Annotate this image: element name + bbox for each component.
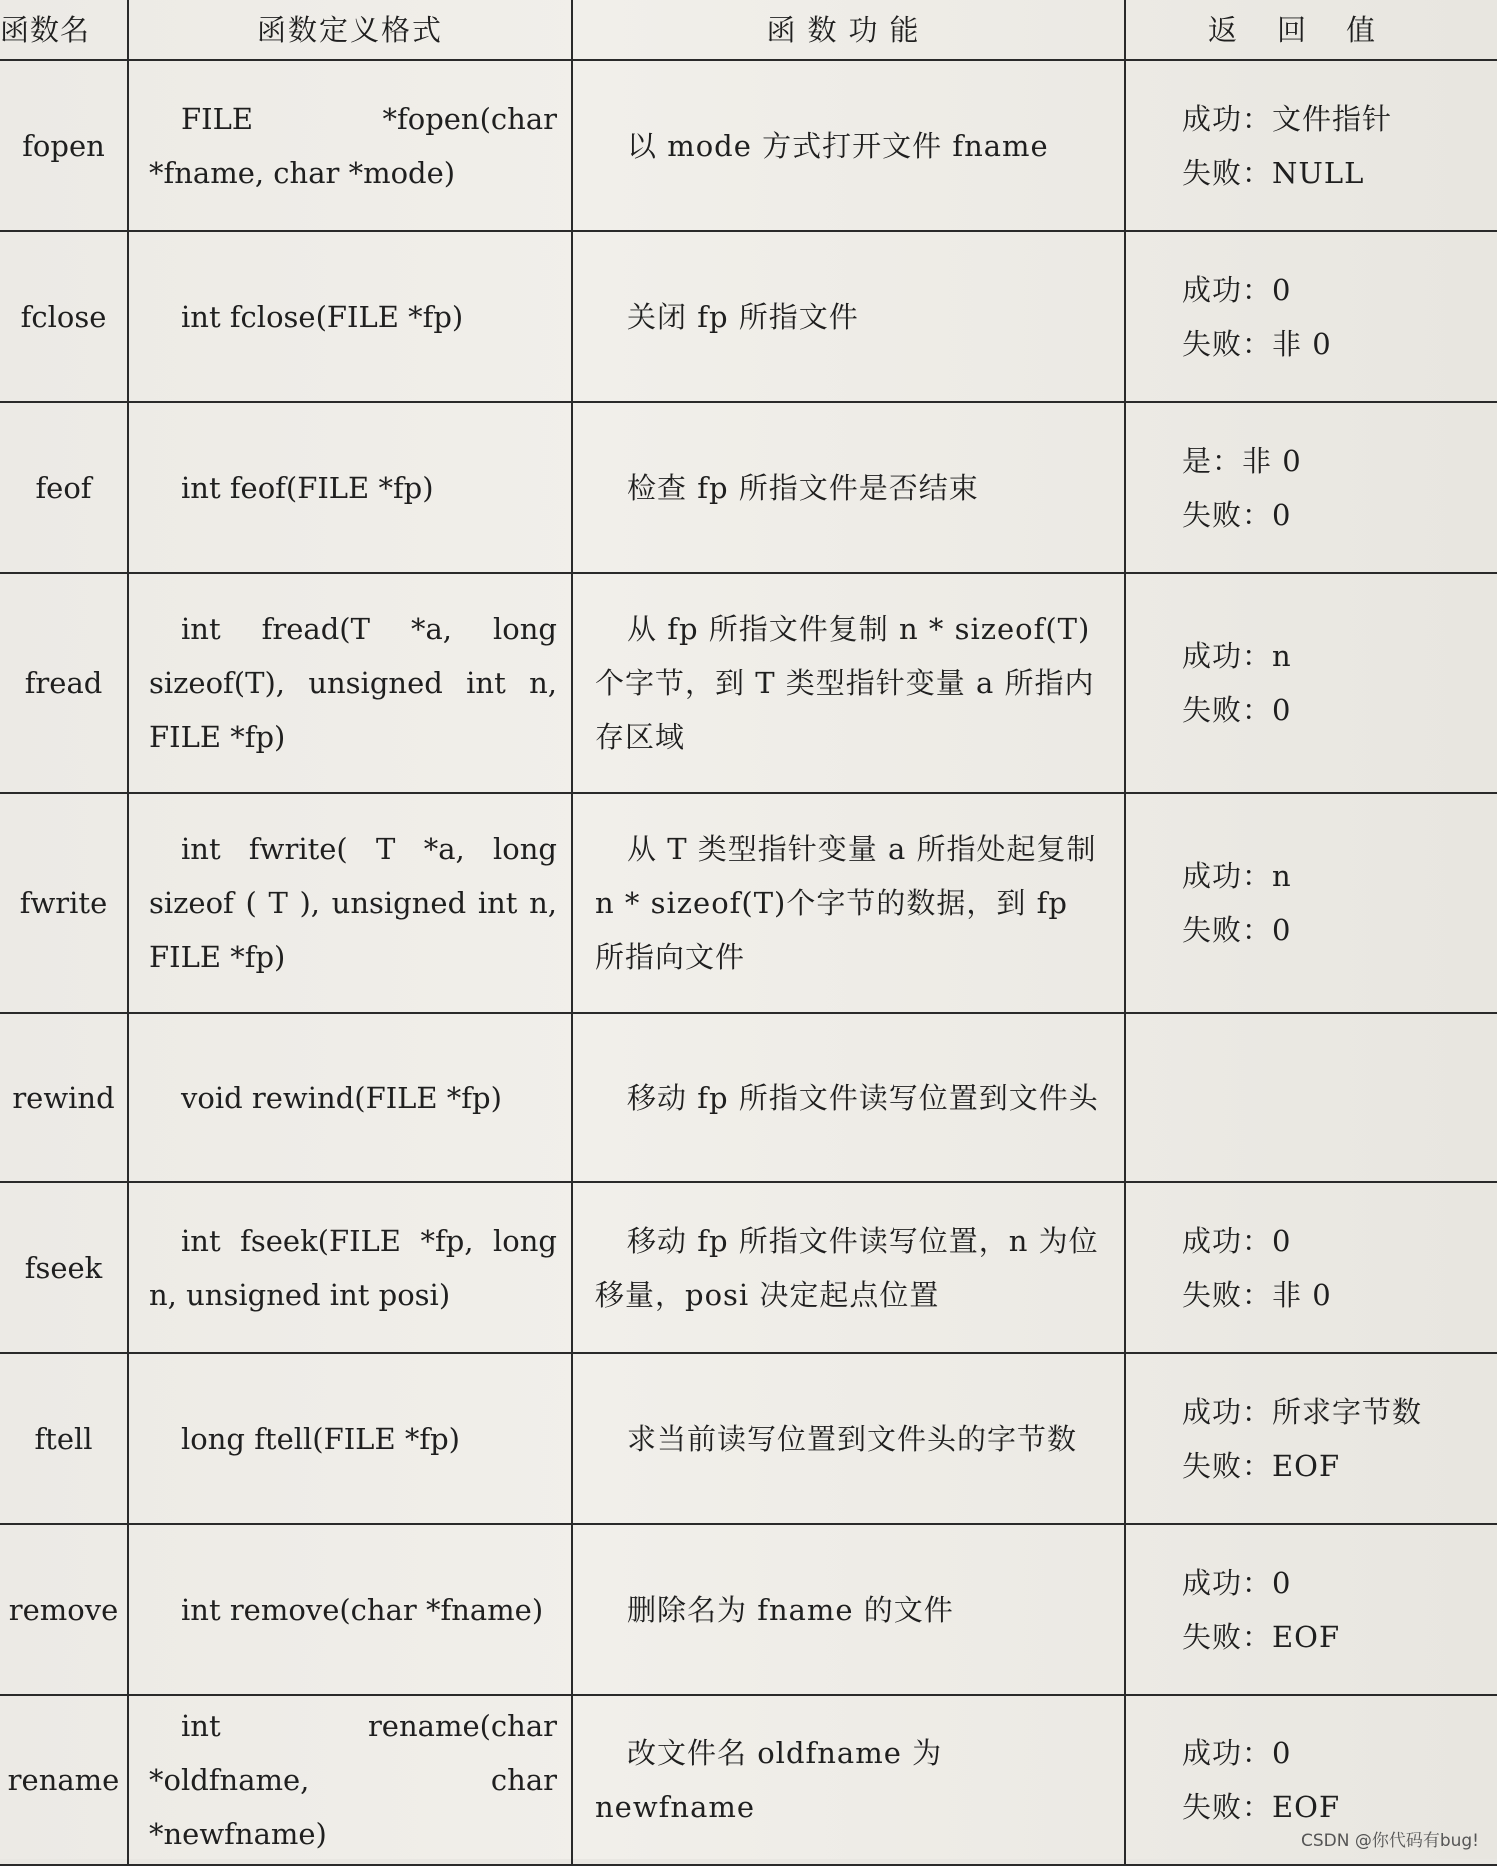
row-definition: int feof(FILE *fp) (128, 402, 572, 573)
row-return-value: 成功：所求字节数 失败：EOF (1125, 1353, 1497, 1524)
row-description: 检查 fp 所指文件是否结束 (572, 402, 1125, 573)
row-description: 移动 fp 所指文件读写位置到文件头 (572, 1013, 1125, 1182)
row-return-value: 成功：0 失败：EOF (1125, 1524, 1497, 1695)
row-return-value: 成功：0 失败：EOF (1125, 1695, 1497, 1865)
row-function-name: fread (0, 573, 128, 793)
header-function-name: 函数名 (0, 0, 128, 60)
row-definition: long ftell(FILE *fp) (128, 1353, 572, 1524)
table-row (0, 573, 1497, 793)
row-function-name: fopen (0, 60, 128, 231)
row-return-value: 是：非 0 失败：0 (1125, 402, 1497, 573)
row-definition: int fclose(FILE *fp) (128, 231, 572, 402)
row-return-value (1125, 1013, 1497, 1182)
table-row (0, 793, 1497, 1013)
table-row (0, 1013, 1497, 1182)
table-row (0, 1524, 1497, 1695)
row-definition: int remove(char *fname) (128, 1524, 572, 1695)
row-definition: FILE *fopen(char *fname, char *mode) (128, 60, 572, 231)
row-definition: int fwrite( T *a, long sizeof ( T ), unsigned int n, FILE *fp) (128, 793, 572, 1013)
row-definition: int rename(char *oldfname, char *newfname) (128, 1695, 572, 1865)
header-function-purpose: 函数功能 (572, 0, 1125, 60)
row-return-value: 成功：n 失败：0 (1125, 793, 1497, 1013)
row-description: 改文件名 oldfname 为 newfname (572, 1695, 1125, 1865)
row-function-name: ftell (0, 1353, 128, 1524)
table-row (0, 1695, 1497, 1865)
table-row (0, 60, 1497, 231)
row-function-name: fclose (0, 231, 128, 402)
row-description: 关闭 fp 所指文件 (572, 231, 1125, 402)
row-description: 从 T 类型指针变量 a 所指处起复制 n * sizeof(T)个字节的数据，到 fp 所指向文件 (572, 793, 1125, 1013)
row-function-name: fwrite (0, 793, 128, 1013)
row-return-value: 成功：文件指针 失败：NULL (1125, 60, 1497, 231)
table-row (0, 1182, 1497, 1353)
row-description: 从 fp 所指文件复制 n * sizeof(T) 个字节，到 T 类型指针变量 a 所指内存区域 (572, 573, 1125, 793)
row-definition: int fseek(FILE *fp, long n, unsigned int posi) (128, 1182, 572, 1353)
row-definition: int fread(T *a, long sizeof(T), unsigned int n, FILE *fp) (128, 573, 572, 793)
row-description: 以 mode 方式打开文件 fname (572, 60, 1125, 231)
row-return-value: 成功：0 失败：非 0 (1125, 1182, 1497, 1353)
row-description: 删除名为 fname 的文件 (572, 1524, 1125, 1695)
row-function-name: rewind (0, 1013, 128, 1182)
row-function-name: fseek (0, 1182, 128, 1353)
row-return-value: 成功：n 失败：0 (1125, 573, 1497, 793)
table-row (0, 231, 1497, 402)
row-function-name: rename (0, 1695, 128, 1865)
row-function-name: remove (0, 1524, 128, 1695)
header-return-value: 返回值 (1125, 0, 1497, 60)
row-description: 求当前读写位置到文件头的字节数 (572, 1353, 1125, 1524)
table-row (0, 1353, 1497, 1524)
header-row (0, 0, 1497, 60)
row-function-name: feof (0, 402, 128, 573)
row-description: 移动 fp 所指文件读写位置，n 为位移量，posi 决定起点位置 (572, 1182, 1125, 1353)
row-return-value: 成功：0 失败：非 0 (1125, 231, 1497, 402)
header-definition-format: 函数定义格式 (128, 0, 572, 60)
row-definition: void rewind(FILE *fp) (128, 1013, 572, 1182)
watermark: CSDN @你代码有bug! (1300, 1831, 1479, 1851)
table-row (0, 402, 1497, 573)
